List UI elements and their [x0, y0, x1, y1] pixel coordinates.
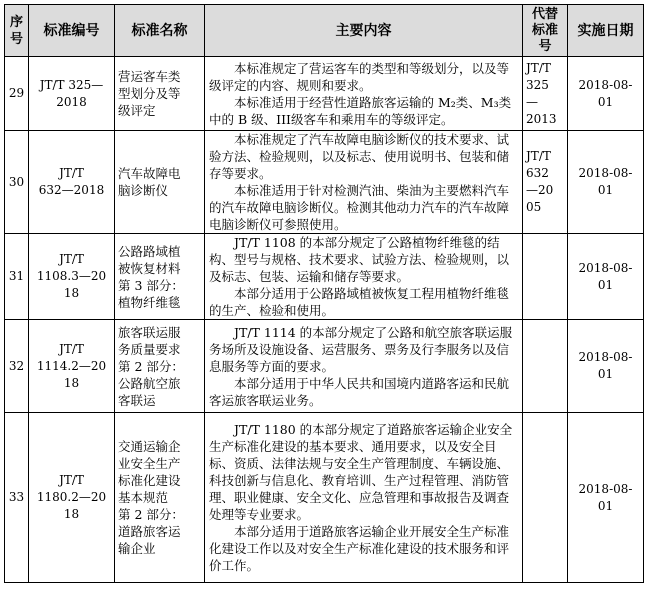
effective-date-line: 01 — [597, 498, 614, 513]
standard-name — [115, 57, 205, 131]
standard-name-line: 公路航空旅 — [118, 375, 181, 391]
standard-code — [29, 234, 115, 320]
main-content — [205, 131, 523, 234]
effective-date-line: 01 — [597, 277, 614, 292]
table-row — [5, 57, 644, 131]
content-paragraph: JT/T 1180 的本部分规定了道路旅客运输企业安全生产标准化建设的基本要求、通用要求，以及安全目标、资质、法律法规与安全生产管理制度、车辆设施、科技创新与信息化、教育培训、生产过程管理、消防管理、职业健康、安全文化、应急管理和事故报告及调查处理等专业要求。 — [209, 422, 513, 522]
standards-table — [4, 4, 644, 583]
content-paragraph: 本部分适用于中华人民共和国境内道路客运和民航客运旅客联运业务。 — [209, 375, 510, 408]
standard-name-line: 业安全生产 — [118, 456, 181, 471]
content-paragraph: JT/T 1108 的本部分规定了公路植物纤维毯的结构、型号与规格、技术要求、试验方法、检验规则，以及标志、包装、运输和储存等要求。 — [209, 235, 510, 284]
standard-name-line: 客联运 — [118, 392, 156, 408]
header-content: 主要内容 — [205, 5, 523, 57]
standard-code-line: 1108.3—20 — [36, 269, 107, 283]
standard-code-line: JT/T — [59, 473, 84, 487]
replaced-standard — [523, 234, 568, 320]
standard-name-line: 植物纤维毯 — [118, 294, 181, 310]
standard-name-line: 型划分及等 — [118, 86, 181, 101]
header-row — [5, 5, 644, 57]
standard-code-line: 18 — [63, 286, 80, 300]
standard-code — [29, 57, 115, 131]
standard-name-line: 务质量要求 — [118, 341, 181, 357]
replaced-standard-line: 325 — [526, 77, 549, 92]
header-replaced: 代替标准号 — [523, 5, 568, 57]
effective-date — [568, 57, 644, 131]
row-number: 30 — [5, 131, 29, 234]
replaced-standard — [523, 320, 568, 413]
table-row — [5, 413, 644, 583]
main-content — [205, 413, 523, 583]
standard-name-line: 第 2 部分： — [118, 507, 184, 522]
standard-code-line: 1180.2—20 — [36, 490, 107, 504]
replaced-standard-line: 2013 — [526, 111, 557, 126]
standard-code-line: 1114.2—20 — [36, 358, 107, 373]
standard-name — [115, 320, 205, 413]
replaced-standard-line: —20 — [526, 183, 554, 197]
standard-code — [29, 320, 115, 413]
replaced-standard — [523, 57, 568, 131]
effective-date — [568, 234, 644, 320]
content-paragraph: 本部分适用于道路旅客运输企业开展安全生产标准化建设工作以及对安全生产标准化建设的技术服务和评价工作。 — [209, 524, 510, 573]
main-content — [205, 320, 523, 413]
standard-code-line: JT/T 325— — [39, 77, 104, 92]
replaced-standard-line: 05 — [526, 200, 542, 214]
replaced-standard-line: JT/T — [526, 149, 551, 163]
standard-name — [115, 413, 205, 583]
content-paragraph: 本标准规定了汽车故障电脑诊断仪的技术要求、试验方法、检验规则，以及标志、使用说明书、包装和储存等要求。 — [209, 132, 510, 181]
effective-date — [568, 413, 644, 583]
table-row — [5, 131, 644, 234]
standard-name-line: 旅客联运服 — [118, 324, 181, 340]
standard-code-line: 18 — [63, 507, 80, 521]
standard-code-line: 18 — [63, 375, 80, 390]
standard-name-line: 第 3 部分： — [118, 277, 184, 293]
effective-date-line: 01 — [597, 367, 614, 381]
content-paragraph: 本标准规定了营运客车的类型和等级划分，以及等级评定的内容、规则和要求。 — [209, 60, 510, 93]
effective-date — [568, 320, 644, 413]
row-number: 32 — [5, 320, 29, 413]
effective-date-line: 2018-08- — [578, 77, 633, 92]
standard-name-line: 道路旅客运 — [118, 524, 181, 539]
standard-name-line: 汽车故障电 — [118, 166, 181, 181]
header-code: 标准编号 — [29, 5, 115, 57]
standard-name-line: 标准化建设 — [118, 473, 181, 488]
standard-code — [29, 131, 115, 234]
content-paragraph: 本标准适用于经营性道路旅客运输的 M₂类、M₃类中的 B 级、III级客车和乘用车的等级评定。 — [209, 94, 512, 127]
main-content — [205, 57, 523, 131]
header-no: 序号 — [5, 5, 29, 57]
standard-name-line: 交通运输企 — [118, 439, 181, 454]
effective-date-line: 2018-08- — [578, 481, 633, 496]
standard-code-line: JT/T — [59, 341, 84, 356]
table-row — [5, 320, 644, 413]
effective-date-line: 2018-08- — [578, 260, 633, 275]
standard-name-line: 营运客车类 — [118, 69, 181, 84]
standard-code-line: 632—2018 — [38, 183, 105, 197]
replaced-standard — [523, 131, 568, 234]
main-content — [205, 234, 523, 320]
standard-code-line: JT/T — [59, 252, 84, 266]
standard-name — [115, 234, 205, 320]
standard-name-line: 输企业 — [118, 541, 156, 556]
row-number: 29 — [5, 57, 29, 131]
content-paragraph: 本标准适用于针对检测汽油、柴油为主要燃料汽车的汽车故障电脑诊断仪。检测其他动力汽车的汽车故障电脑诊断仪可参照使用。 — [209, 183, 510, 232]
effective-date-line: 01 — [597, 94, 614, 109]
replaced-standard — [523, 413, 568, 583]
content-paragraph: JT/T 1114 的本部分规定了公路和航空旅客联运服务场所及设施设备、运营服务、票务及行李服务以及信息服务等方面的要求。 — [209, 324, 513, 374]
standard-code-line: 2018 — [56, 94, 87, 109]
row-number: 31 — [5, 234, 29, 320]
replaced-standard-line: — — [526, 94, 538, 109]
replaced-standard-line: JT/T — [526, 60, 551, 75]
header-name: 标准名称 — [115, 5, 205, 57]
header-date: 实施日期 — [568, 5, 644, 57]
effective-date-line: 2018-08- — [578, 350, 633, 364]
effective-date-line: 2018-08- — [578, 166, 633, 180]
standard-name-line: 基本规范 — [118, 490, 169, 505]
row-number: 33 — [5, 413, 29, 583]
standard-code — [29, 413, 115, 583]
standard-name-line: 级评定 — [118, 103, 156, 118]
standard-code-line: JT/T — [59, 166, 84, 180]
standard-name-line: 被恢复材料 — [118, 260, 181, 276]
replaced-standard-line: 632 — [526, 166, 549, 180]
effective-date — [568, 131, 644, 234]
standard-name — [115, 131, 205, 234]
table-row — [5, 234, 644, 320]
standard-name-line: 第 2 部分： — [118, 358, 184, 374]
effective-date-line: 01 — [597, 183, 614, 197]
standard-name-line: 脑诊断仪 — [118, 183, 169, 198]
standard-name-line: 公路路域植 — [118, 243, 181, 259]
content-paragraph: 本部分适用于公路路域植被恢复工程用植物纤维毯的生产、检验和使用。 — [209, 286, 510, 318]
